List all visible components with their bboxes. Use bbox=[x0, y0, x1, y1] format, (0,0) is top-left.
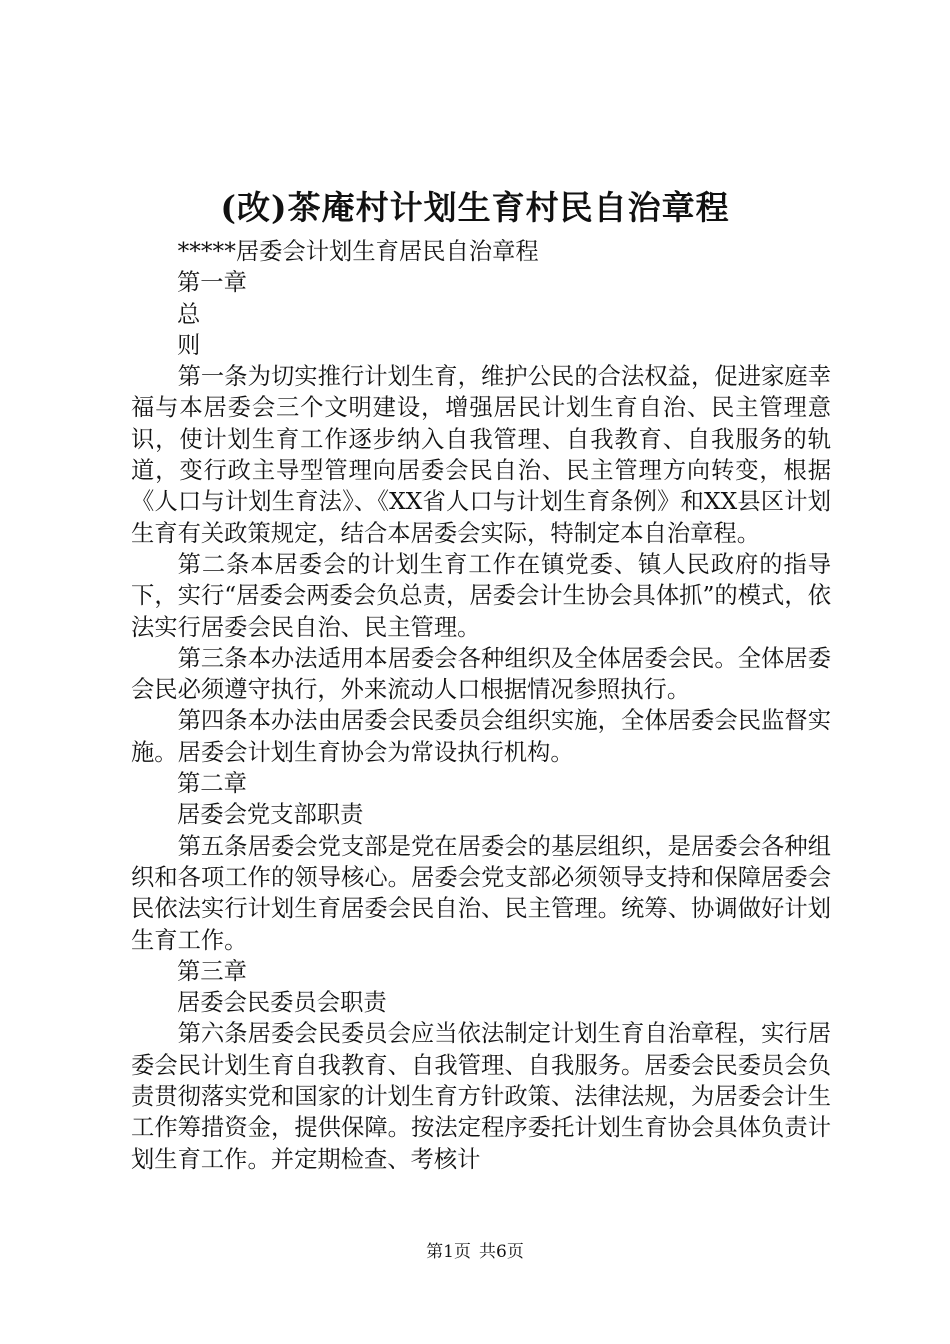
chapter-title: 居委会党支部职责 bbox=[177, 801, 364, 829]
chapter-title-part: 则 bbox=[177, 331, 201, 359]
chapter-title-part: 总 bbox=[177, 300, 201, 328]
page-number: 第1页 bbox=[426, 1242, 471, 1262]
document-subtitle: *****居委会计划生育居民自治章程 bbox=[177, 238, 539, 265]
chapter-heading: 第二章 bbox=[177, 770, 247, 798]
page-footer bbox=[0, 1240, 950, 1264]
article-paragraph: 第五条居委会党支部是党在居委会的基层组织，是居委会各种组织和各项工作的领导核心。居委会党支部必须领导支持和保障居委会民依法实行计划生育居委会民自治、民主管理。统筹、协调做好计划生育工作。 bbox=[131, 832, 831, 954]
chapter-heading: 第三章 bbox=[177, 957, 247, 985]
chapter-title: 居委会民委员会职责 bbox=[177, 989, 387, 1017]
article-paragraph: 第四条本办法由居委会民委员会组织实施，全体居委会民监督实施。居委会计划生育协会为常设执行机构。 bbox=[131, 707, 831, 766]
document-title: (改)茶庵村计划生育村民自治章程 bbox=[220, 188, 730, 227]
article-paragraph: 第六条居委会民委员会应当依法制定计划生育自治章程，实行居委会民计划生育自我教育、自我管理、自我服务。居委会民委员会负责贯彻落实党和国家的计划生育方针政策、法律法规，为居委会计生工作筹措资金，提供保障。按法定程序委托计划生育协会具体负责计划生育工作。并定期检查、考核计 bbox=[131, 1020, 831, 1173]
article-paragraph: 第三条本办法适用本居委会各种组织及全体居委会民。全体居委会民必须遵守执行，外来流动人口根据情况参照执行。 bbox=[131, 644, 831, 704]
chapter-heading: 第一章 bbox=[177, 269, 247, 297]
article-paragraph: 第一条为切实推行计划生育，维护公民的合法权益，促进家庭幸福与本居委会三个文明建设，增强居民计划生育自治、民主管理意识，使计划生育工作逐步纳入自我管理、自我教育、自我服务的轨道，变行政主导型管理向居委会民自治、民主管理方向转变，根据《人口与计划生育法》、《XX省人口与计划生育条例》和XX县区计划生育有关政策规定，结合本居委会实际，特制定本自治章程。 bbox=[131, 363, 831, 547]
article-paragraph: 第二条本居委会的计划生育工作在镇党委、镇人民政府的指导下，实行“居委会两委会负总责，居委会计生协会具体抓”的模式，依法实行居委会民自治、民主管理。 bbox=[131, 550, 831, 641]
page-total: 共6页 bbox=[479, 1242, 524, 1262]
document-body bbox=[131, 236, 831, 1175]
